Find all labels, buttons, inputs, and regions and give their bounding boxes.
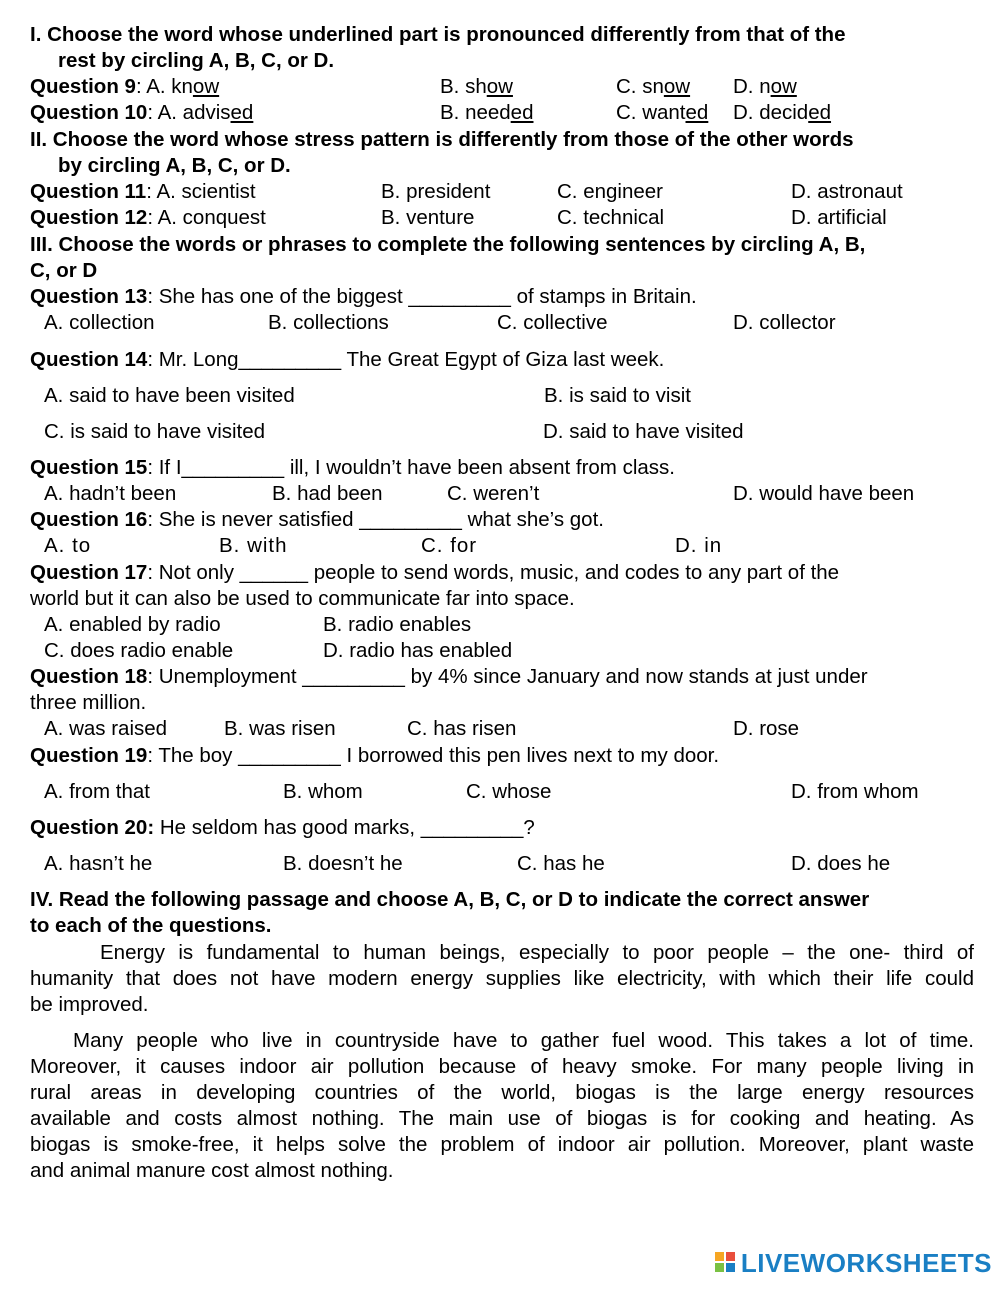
question-label: Question 13 (30, 285, 148, 308)
question-label: Question 18 (30, 665, 148, 688)
question-19-option-d[interactable]: D. from whom (791, 780, 919, 803)
question-17 (30, 560, 839, 586)
question-9 (30, 74, 219, 100)
option-c-prefix: C. want (616, 101, 686, 124)
question-14-option-a[interactable]: A. said to have been visited (44, 384, 295, 407)
passage-p1-line-1: Energy is fundamental to human beings, especially to poor people – the one- third of (100, 941, 974, 964)
option-a-underlined: ow (192, 75, 220, 98)
option-a-prefix: : A. advis (147, 101, 231, 124)
section-3-heading-line-2: C, or D (30, 259, 98, 282)
question-9-option-c[interactable] (616, 74, 690, 100)
liveworksheets-logo-text: LIVEWORKSHEETS (740, 1247, 992, 1278)
question-12-option-b[interactable]: B. venture (381, 206, 475, 229)
option-b-prefix: B. sh (440, 75, 487, 98)
option-a[interactable]: : A. scientist (146, 180, 256, 203)
question-19-option-c[interactable]: C. whose (466, 780, 552, 803)
question-13-option-b[interactable]: B. collections (268, 311, 389, 334)
question-label: Question 14 (30, 348, 148, 371)
question-11 (30, 179, 256, 205)
option-d-underlined: ow (770, 75, 797, 98)
question-18-option-b[interactable]: B. was risen (224, 717, 336, 740)
option-a[interactable]: : A. conquest (147, 206, 266, 229)
question-14 (30, 347, 664, 373)
question-12-option-d[interactable]: D. artificial (791, 206, 887, 229)
question-15-option-b[interactable]: B. had been (272, 482, 383, 505)
question-text: : If I_________ ill, I wouldn’t have been absent from class. (147, 456, 675, 479)
option-d-prefix: D. n (733, 75, 771, 98)
question-13-option-a[interactable]: A. collection (44, 311, 155, 334)
liveworksheets-logo (715, 1247, 992, 1279)
question-label: Question 17 (30, 561, 148, 584)
question-9-option-b[interactable] (440, 74, 513, 100)
option-b-underlined: ow (486, 75, 513, 98)
question-16-option-c[interactable]: C. for (421, 534, 478, 557)
passage-p2-line-5: biogas is smoke-free, it helps solve the problem of indoor air pollution. Moreover, plant waste (30, 1133, 974, 1156)
question-14-option-c[interactable]: C. is said to have visited (44, 420, 266, 443)
question-20-option-c[interactable]: C. has he (517, 852, 605, 875)
question-16-option-d[interactable]: D. in (675, 534, 723, 557)
question-label: Question 9 (30, 75, 136, 98)
question-18 (30, 664, 868, 690)
option-a-prefix: : A. kn (135, 75, 193, 98)
passage-p2-line-4: available and costs almost nothing. The main use of biogas is for cooking and heating. As (30, 1107, 974, 1130)
option-c-underlined: ed (685, 101, 709, 124)
passage-p1-line-3: be improved. (30, 993, 149, 1016)
question-text: : Not only ______ people to send words, music, and codes to any part of the (147, 561, 840, 584)
passage-p2-line-6: and animal manure cost almost nothing. (30, 1159, 394, 1182)
option-d-underlined: ed (808, 101, 832, 124)
question-19-option-a[interactable]: A. from that (44, 780, 150, 803)
section-3-heading-line-1: III. Choose the words or phrases to complete the following sentences by circling A, B, (30, 233, 866, 256)
question-14-option-b[interactable]: B. is said to visit (544, 384, 691, 407)
question-18-option-c[interactable]: C. has risen (407, 717, 517, 740)
section-4-heading-line-1: IV. Read the following passage and choose A, B, C, or D to indicate the correct answer (30, 888, 870, 911)
question-20-option-b[interactable]: B. doesn’t he (283, 852, 403, 875)
question-17-text-line-2: world but it can also be used to communicate far into space. (30, 587, 575, 610)
question-10-option-d[interactable] (733, 100, 831, 126)
question-13-option-d[interactable]: D. collector (733, 311, 836, 334)
option-d-prefix: D. decid (733, 101, 809, 124)
passage-p2-line-3: rural areas in developing countries of the world, biogas is the large energy resources (30, 1081, 974, 1104)
question-10 (30, 100, 253, 126)
question-11-option-c[interactable]: C. engineer (557, 180, 663, 203)
question-label: Question 20: (30, 816, 155, 839)
question-11-option-d[interactable]: D. astronaut (791, 180, 903, 203)
option-c-underlined: ow (663, 75, 691, 98)
question-12-option-c[interactable]: C. technical (557, 206, 665, 229)
liveworksheets-logo-icon (715, 1252, 737, 1274)
question-15-option-d[interactable]: D. would have been (733, 482, 915, 505)
question-20 (30, 815, 535, 841)
question-14-option-d[interactable]: D. said to have visited (543, 420, 744, 443)
question-15 (30, 455, 675, 481)
question-label: Question 19 (30, 744, 148, 767)
option-a-underlined: ed (230, 101, 254, 124)
question-10-option-c[interactable] (616, 100, 708, 126)
question-text: : Mr. Long_________ The Great Egypt of Giza last week. (147, 348, 665, 371)
question-18-text-line-2: three million. (30, 691, 147, 714)
question-text: : The boy _________ I borrowed this pen lives next to my door. (147, 744, 720, 767)
section-1-heading-line-1: I. Choose the word whose underlined part is pronounced differently from that of the (30, 23, 846, 46)
question-text: : She is never satisfied _________ what she’s got. (147, 508, 604, 531)
question-label: Question 12 (30, 206, 148, 229)
question-19 (30, 743, 719, 769)
question-label: Question 11 (30, 180, 147, 203)
question-12 (30, 205, 266, 231)
option-b-underlined: ed (510, 101, 534, 124)
section-2-heading-line-1: II. Choose the word whose stress pattern is differently from those of the other words (30, 128, 854, 151)
question-label: Question 16 (30, 508, 148, 531)
question-20-option-a[interactable]: A. hasn’t he (44, 852, 153, 875)
question-17-option-a[interactable]: A. enabled by radio (44, 613, 221, 636)
question-20-option-d[interactable]: D. does he (791, 852, 891, 875)
question-label: Question 15 (30, 456, 148, 479)
question-label: Question 10 (30, 101, 148, 124)
passage-p1-line-2: humanity that does not have modern energy supplies like electricity, with which their life could (30, 967, 974, 990)
question-16-option-b[interactable]: B. with (219, 534, 288, 557)
question-11-option-b[interactable]: B. president (381, 180, 491, 203)
question-18-option-a[interactable]: A. was raised (44, 717, 168, 740)
question-15-option-c[interactable]: C. weren’t (447, 482, 540, 505)
question-17-option-d[interactable]: D. radio has enabled (323, 639, 513, 662)
question-17-option-c[interactable]: C. does radio enable (44, 639, 234, 662)
question-17-option-b[interactable]: B. radio enables (323, 613, 472, 636)
question-10-option-b[interactable] (440, 100, 533, 126)
question-16 (30, 507, 604, 533)
question-text: : Unemployment _________ by 4% since January and now stands at just under (147, 665, 868, 688)
question-text: He seldom has good marks, _________? (154, 816, 535, 839)
option-b-prefix: B. need (440, 101, 511, 124)
question-19-option-b[interactable]: B. whom (283, 780, 363, 803)
question-9-option-d[interactable] (733, 74, 797, 100)
question-16-option-a[interactable]: A. to (44, 534, 92, 557)
section-4-heading-line-2: to each of the questions. (30, 914, 272, 937)
question-13-option-c[interactable]: C. collective (497, 311, 608, 334)
question-18-option-d[interactable]: D. rose (733, 717, 800, 740)
passage-p2-line-2: Moreover, it causes indoor air pollution because of heavy smoke. For many people living in (30, 1055, 974, 1078)
section-1-heading-line-2: rest by circling A, B, C, or D. (58, 49, 335, 72)
question-13 (30, 284, 697, 310)
passage-p2-line-1: Many people who live in countryside have to gather fuel wood. This takes a lot of time. (73, 1029, 974, 1052)
option-c-prefix: C. sn (616, 75, 664, 98)
question-text: : She has one of the biggest _________ of stamps in Britain. (147, 285, 697, 308)
question-15-option-a[interactable]: A. hadn’t been (44, 482, 177, 505)
section-2-heading-line-2: by circling A, B, C, or D. (58, 154, 291, 177)
